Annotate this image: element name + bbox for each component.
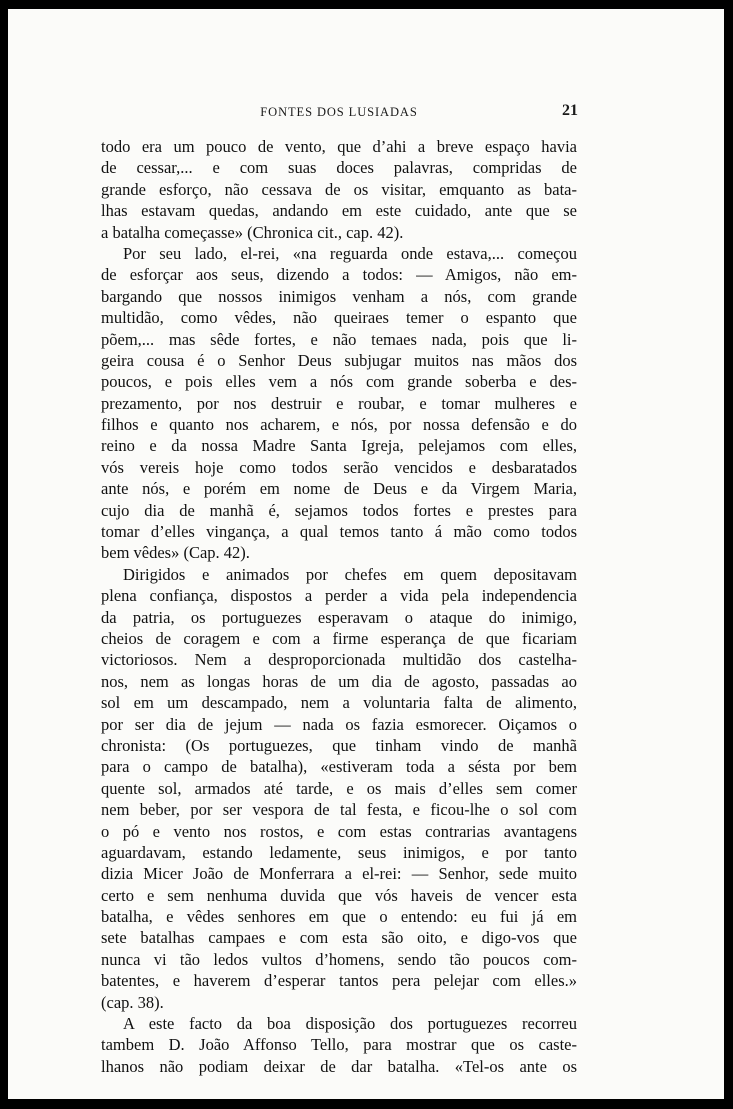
running-head xyxy=(100,102,578,125)
text-line: vós vereis hoje como todos serão vencidos e desbaratados xyxy=(101,457,577,477)
text-line: batentes, e haverem d’esperar tantos pera pelejar com elles.» xyxy=(101,971,577,991)
text-line: lhas estavam quedas, andando em este cuidado, ante que se xyxy=(101,201,577,221)
text-line: multidão, como vêdes, não queiraes temer o espanto que xyxy=(101,308,577,328)
text-line: geira cousa é o Senhor Deus subjugar muitos nas mãos dos xyxy=(101,350,577,370)
text-line: cujo dia de manhã é, sejamos todos fortes e prestes para xyxy=(101,500,577,520)
text-line: para o campo de batalha), «estiveram toda a sésta por bem xyxy=(101,757,577,777)
text-line: o pó e vento nos rostos, e com estas contrarias avantagens xyxy=(101,821,577,841)
text-line: reino e da nossa Madre Santa Igreja, pelejamos com elles, xyxy=(101,436,577,456)
text-line: a batalha começasse» (Chronica cit., cap. 42). xyxy=(101,222,404,242)
text-line: põem,... mas sêde fortes, e não temaes nada, pois que li- xyxy=(101,329,577,349)
text-line: de esforçar aos seus, dizendo a todos: — Amigos, não em- xyxy=(101,265,577,285)
text-line: victoriosos. Nem a desproporcionada multidão dos castelha- xyxy=(101,650,577,670)
text-line: certo e sem nenhuma duvida que vós haveis de vencer esta xyxy=(101,885,577,905)
text-line: Dirigidos e animados por chefes em quem depositavam xyxy=(123,564,577,584)
text-line: poucos, e pois elles vem a nós com grande soberba e des- xyxy=(101,372,577,392)
text-line: por ser dia de jejum — nada os fazia esmorecer. Oiçamos o xyxy=(101,714,577,734)
text-line: cheios de coragem e com a firme esperança de que ficariam xyxy=(101,628,577,648)
text-line: aguardavam, estando ledamente, seus inimigos, e por tanto xyxy=(101,842,577,862)
page-number: 21 xyxy=(562,102,578,119)
text-line: prezamento, por nos destruir e roubar, e tomar mulheres e xyxy=(101,393,577,413)
text-line: nem beber, por ser vespora de tal festa, e ficou-lhe o sol com xyxy=(101,800,577,820)
text-line: quente sol, armados até tarde, e os mais d’elles sem comer xyxy=(101,778,577,798)
text-line: tomar d’elles vingança, a qual temos tanto á mão como todos xyxy=(101,522,577,542)
text-line: grande esforço, não cessava de os visitar, emquanto as bata- xyxy=(101,179,577,199)
text-line: ante nós, e porém em nome de Deus e da Virgem Maria, xyxy=(101,479,577,499)
text-line: bem vêdes» (Cap. 42). xyxy=(101,543,250,563)
text-line: bargando que nossos inimigos venham a nós, com grande xyxy=(101,286,577,306)
text-line: todo era um pouco de vento, que d’ahi a breve espaço havia xyxy=(101,137,577,156)
text-line: sete batalhas campaes e com esta são oito, e digo-vos que xyxy=(101,928,577,948)
text-line: A este facto da boa disposição dos portuguezes recorreu xyxy=(123,1014,577,1034)
text-line: plena confiança, dispostos a perder a vida pela independencia xyxy=(101,586,577,606)
text-line: Por seu lado, el-rei, «na reguarda onde estava,... começou xyxy=(123,243,577,263)
text-line: nos, nem as longas horas de um dia de agosto, passadas ao xyxy=(101,671,577,691)
text-line: sol em um descampado, nem a voluntaria falta de alimento, xyxy=(101,693,577,713)
text-line: de cessar,... e com suas doces palavras, compridas de xyxy=(101,158,577,178)
text-line: (cap. 38). xyxy=(101,992,164,1012)
text-line: filhos e quanto nos acharem, e nós, por nossa defensão e do xyxy=(101,415,577,435)
text-line: da patria, os portuguezes esperavam o ataque do inimigo, xyxy=(101,607,577,627)
body-text xyxy=(101,136,577,1077)
text-line: lhanos não podiam deixar de dar batalha. «Tel-os ante os xyxy=(101,1056,577,1076)
running-title: FONTES DOS LUSIADAS xyxy=(260,105,418,119)
text-line: batalha, e vêdes senhores em que o entendo: eu fui já em xyxy=(101,907,577,927)
text-line: tambem D. João Affonso Tello, para mostrar que os caste- xyxy=(101,1035,577,1055)
text-line: nunca vi tão ledos vultos d’homens, sendo tão poucos com- xyxy=(101,949,577,969)
text-line: chronista: (Os portuguezes, que tinham vindo de manhã xyxy=(101,735,577,755)
text-line: dizia Micer João de Monferrara a el-rei: — Senhor, sede muito xyxy=(101,864,577,884)
